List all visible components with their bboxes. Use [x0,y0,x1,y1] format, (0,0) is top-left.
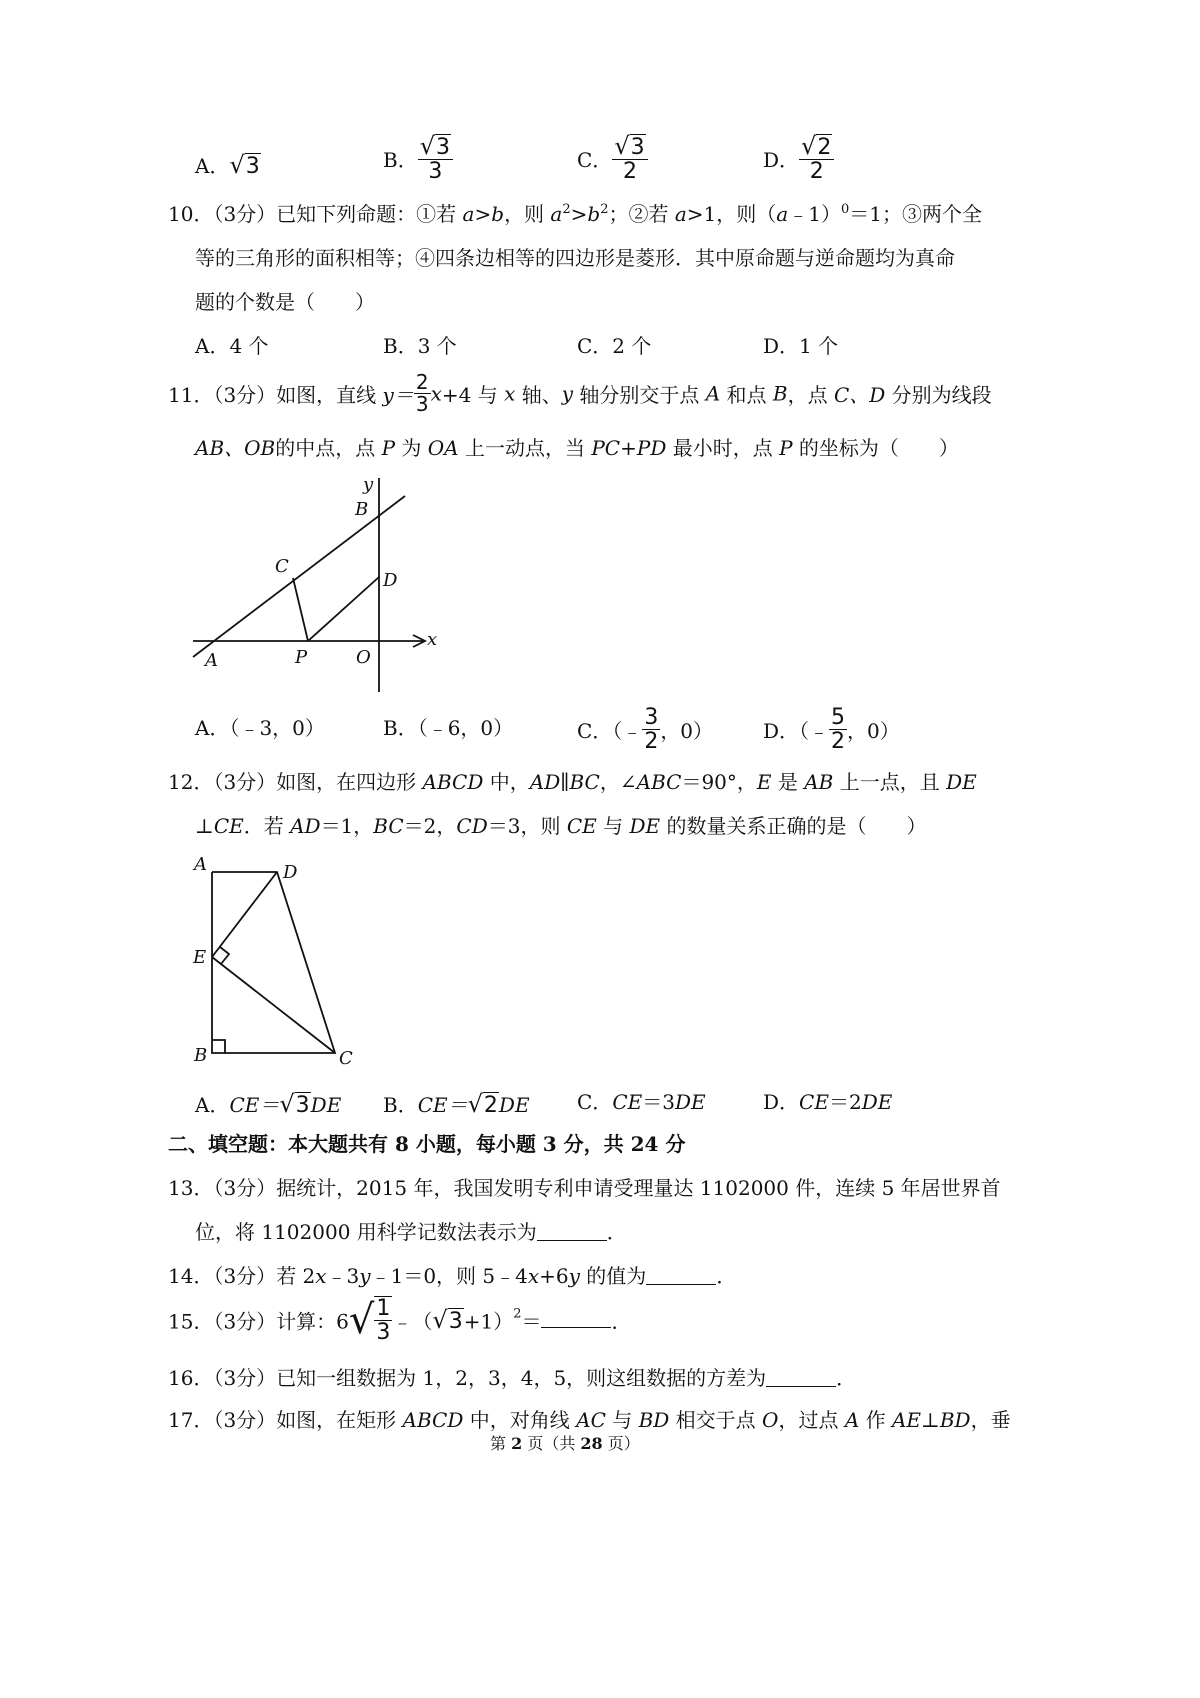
right-angle-e [220,947,229,964]
segment-de [212,872,277,957]
q15: 15．（3分）计算：6√ $\frac{1}{3}$ $﹣(√3+1)^2=$ ． [168,1296,632,1346]
q9-option-b: B． $\frac{√3}{3}$ [383,134,453,183]
q9-option-d: D． $\frac{√2}{2}$ [763,134,834,183]
quadrilateral-abcd [212,872,335,1053]
q10-option-a: A．4 个 [195,334,269,358]
label-a: A [194,854,207,875]
q12-figure [185,850,375,1075]
section-heading: 二、填空题：本大题共有 8 小题，每小题 3 分，共 24 分 [168,1132,686,1156]
label-d: D [383,570,398,591]
q14: 14．（3分）若 2x﹣3y﹣1＝0，则 5﹣4x+6y 的值为 ． [168,1264,737,1288]
answer-blank [541,1309,611,1328]
q11-figure [185,470,445,700]
q10-line1: 10．（3分）已知下列命题：①若 a>b，则 $a^2>b^2$；②若 a>1，则（a﹣1）$^0$＝1；③两个全 [168,202,982,226]
label-e: E [193,947,207,968]
q10-line3: 题的个数是（ ） [195,290,375,314]
right-angle-b [212,1040,225,1053]
label-c: C [339,1048,353,1069]
label-c: C [275,556,289,577]
q13-line1: 13．（3分）据统计，2015 年，我国发明专利申请受理量达 1102000 件，连续 5 年居世界首 [168,1176,1001,1200]
label-a: A [205,650,218,671]
q11-option-b: B．（﹣6，0） [383,716,514,740]
q11-option-c: C．（﹣ $\frac{3}{2}$ ，0） [577,705,714,755]
label-o: O [356,647,371,668]
q11-option-d: D．（﹣ $\frac{5}{2}$ ，0） [763,705,900,755]
label-b: B [194,1045,208,1066]
q12-option-a: A．CE＝√3DE [195,1090,342,1118]
label-b: B [355,499,369,520]
q10-option-d: D．1 个 [763,334,839,358]
segment-pc [293,578,308,641]
answer-blank [537,1222,607,1241]
q13-line2: 位，将 1102000 用科学记数法表示为 ． [195,1220,627,1244]
answer-blank [646,1266,716,1285]
q9-option-c: C． $\frac{√3}{2}$ [577,134,648,183]
q12-line1: 12．（3分）如图，在四边形 ABCD 中，AD∥BC，∠ABC＝90°，E 是 AB 上一点，且 DE [168,770,977,794]
label-y: y [363,474,374,495]
q12-option-d: D．CE＝2DE [763,1090,893,1114]
label-p: P [295,647,308,668]
label-d: D [283,862,298,883]
q10-option-c: C．2 个 [577,334,652,358]
q9-option-a: A．√3 [195,151,260,179]
q11-option-a: A．（﹣3，0） [195,716,325,740]
q12-option-b: B．CE＝√2DE [383,1090,530,1118]
answer-blank [766,1368,836,1387]
label-x: x [427,629,438,650]
segment-pd [308,577,379,641]
q12-option-c: C．CE＝3DE [577,1090,706,1114]
line-ab [193,496,405,657]
q10-option-b: B．3 个 [383,334,457,358]
q17: 17．（3分）如图，在矩形 ABCD 中，对角线 AC 与 BD 相交于点 O，过点 A 作 AE⊥BD，垂 [168,1408,1011,1432]
q11-line1: 11．（3分）如图，直线 y＝ $\frac{2}{3}$ x+4 与 x 轴、y 轴分别交于点 A 和点 B，点 C、D 分别为线段 [168,370,992,416]
segment-ce [212,957,335,1053]
page-footer: 第 2 页（共 28 页） [490,1434,640,1453]
q11-line2: AB、OB的中点，点 P 为 OA 上一动点，当 PC+PD 最小时，点 P 的坐标为（ ） [195,436,959,460]
q10-line2: 等的三角形的面积相等；④四条边相等的四边形是菱形．其中原命题与逆命题均为真命 [195,246,955,270]
q16: 16．（3分）已知一组数据为 1，2，3，4，5，则这组数据的方差为 ． [168,1366,857,1390]
q12-line2: ⊥CE．若 AD＝1，BC＝2，CD＝3，则 CE 与 DE 的数量关系正确的是（ ） [195,814,927,838]
